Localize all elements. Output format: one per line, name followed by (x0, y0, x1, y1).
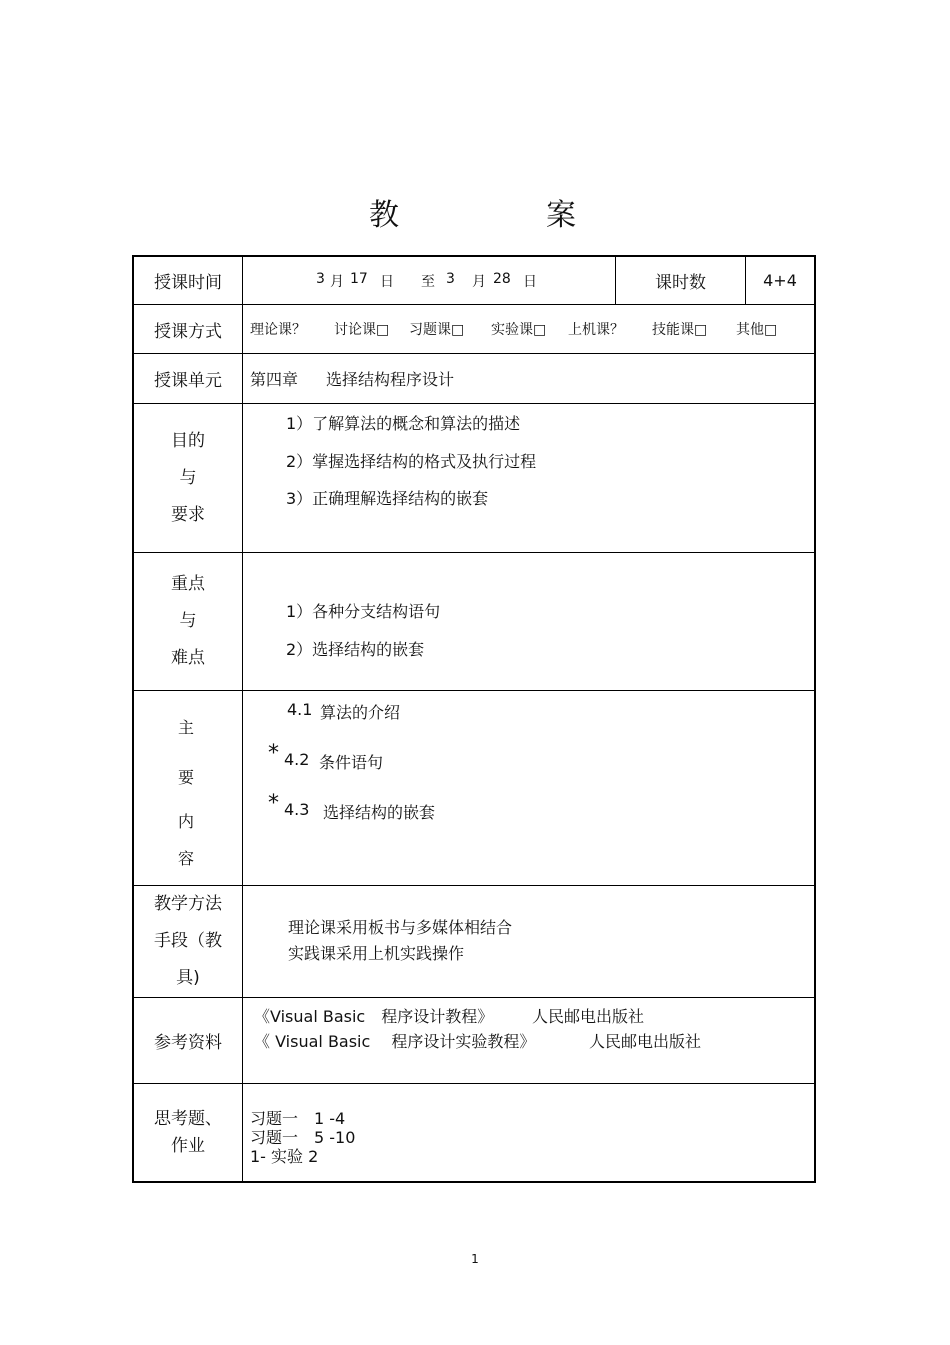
star-mark: * (268, 741, 279, 766)
mode-option-experiment: 实验课□ (491, 322, 547, 338)
homework-item: 习题一 5 -10 (250, 1128, 356, 1147)
content-label-line: 内 (178, 812, 195, 831)
method-label-line: 教学方法 (154, 894, 222, 914)
unit-label: 授课单元 (154, 371, 222, 391)
hours-value: 4+4 (763, 271, 797, 290)
time-label: 授课时间 (154, 273, 222, 293)
content-item-text: 条件语句 (319, 753, 384, 772)
mode-label: 授课方式 (154, 321, 222, 342)
start-day: 17 (350, 271, 368, 287)
mode-option-theory: 理论课？ (250, 322, 306, 338)
day-unit: 日 (523, 274, 537, 290)
method-item: 理论课采用板书与多媒体相结合 (288, 918, 513, 937)
homework-item: 1- 实验 2 (250, 1147, 319, 1166)
method-item: 实践课采用上机实践操作 (288, 944, 465, 963)
content-label-line: 要 (178, 768, 195, 787)
page-number: 1 (471, 1252, 479, 1266)
method-label-line: 手段（教 (154, 931, 222, 951)
homework-label (134, 1084, 242, 1181)
mode-option-exercise: 习题课□ (409, 322, 465, 338)
unit-chapter: 第四章 (250, 370, 299, 389)
content-label-line: 主 (178, 718, 195, 737)
unit-name: 选择结构程序设计 (326, 370, 455, 389)
goals-label-line: 要求 (171, 504, 205, 525)
content-item-number: 4.3 (284, 800, 310, 819)
content-item-text: 选择结构的嵌套 (323, 803, 436, 822)
month-unit: 月 (472, 274, 486, 290)
content-label-line: 容 (178, 849, 195, 868)
title-char-1: 教 (369, 198, 399, 233)
homework-label-line: 作业 (171, 1135, 205, 1156)
day-unit: 日 (380, 274, 394, 290)
mode-option-lab: 上机课？ (568, 322, 624, 338)
mode-option-discussion: 讨论课□ (334, 322, 390, 338)
homework-item: 习题一 1 -4 (250, 1109, 346, 1128)
goals-label-line: 目的 (171, 430, 205, 451)
ref-book-title: 《 Visual Basic 程序设计实验教程》 (254, 1032, 536, 1051)
ref-book-title: 《Visual Basic 程序设计教程》 (254, 1007, 494, 1026)
ref-publisher: 人民邮电出版社 (532, 1007, 645, 1026)
star-mark: * (268, 791, 279, 816)
content-item-text: 算法的介绍 (320, 703, 401, 722)
keypoint-item: 2）选择结构的嵌套 (286, 640, 425, 659)
to-label: 至 (421, 274, 435, 290)
content-label (134, 691, 242, 885)
document-title (0, 196, 950, 236)
content-item-number: 4.2 (284, 750, 310, 769)
lesson-plan-table (132, 255, 816, 1183)
keypoints-label-line: 难点 (171, 648, 205, 668)
mode-option-other: 其他□ (736, 322, 778, 338)
keypoints-label (134, 553, 242, 690)
method-label-line: 具) (176, 968, 200, 988)
keypoint-item: 1）各种分支结构语句 (286, 602, 441, 621)
content-item-number: 4.1 (287, 700, 313, 719)
refs-label: 参考资料 (154, 1033, 222, 1053)
goal-item: 2）掌握选择结构的格式及执行过程 (286, 452, 537, 471)
method-label (134, 886, 242, 997)
title-char-2: 案 (546, 198, 576, 233)
ref-publisher: 人民邮电出版社 (589, 1032, 702, 1051)
homework-label-line: 思考题、 (154, 1108, 222, 1129)
keypoints-label-line: 与 (179, 611, 197, 631)
end-month: 3 (446, 271, 455, 287)
goal-item: 3）正确理解选择结构的嵌套 (286, 489, 489, 508)
start-month: 3 (316, 271, 325, 287)
column-divider (242, 257, 243, 1181)
goal-item: 1）了解算法的概念和算法的描述 (286, 414, 521, 433)
end-day: 28 (493, 271, 511, 287)
keypoints-label-line: 重点 (171, 574, 205, 594)
mode-option-skill: 技能课□ (652, 322, 708, 338)
month-unit: 月 (330, 274, 344, 290)
hours-label: 课时数 (655, 273, 706, 293)
goals-label-line: 与 (179, 467, 197, 488)
goals-label (134, 404, 242, 552)
